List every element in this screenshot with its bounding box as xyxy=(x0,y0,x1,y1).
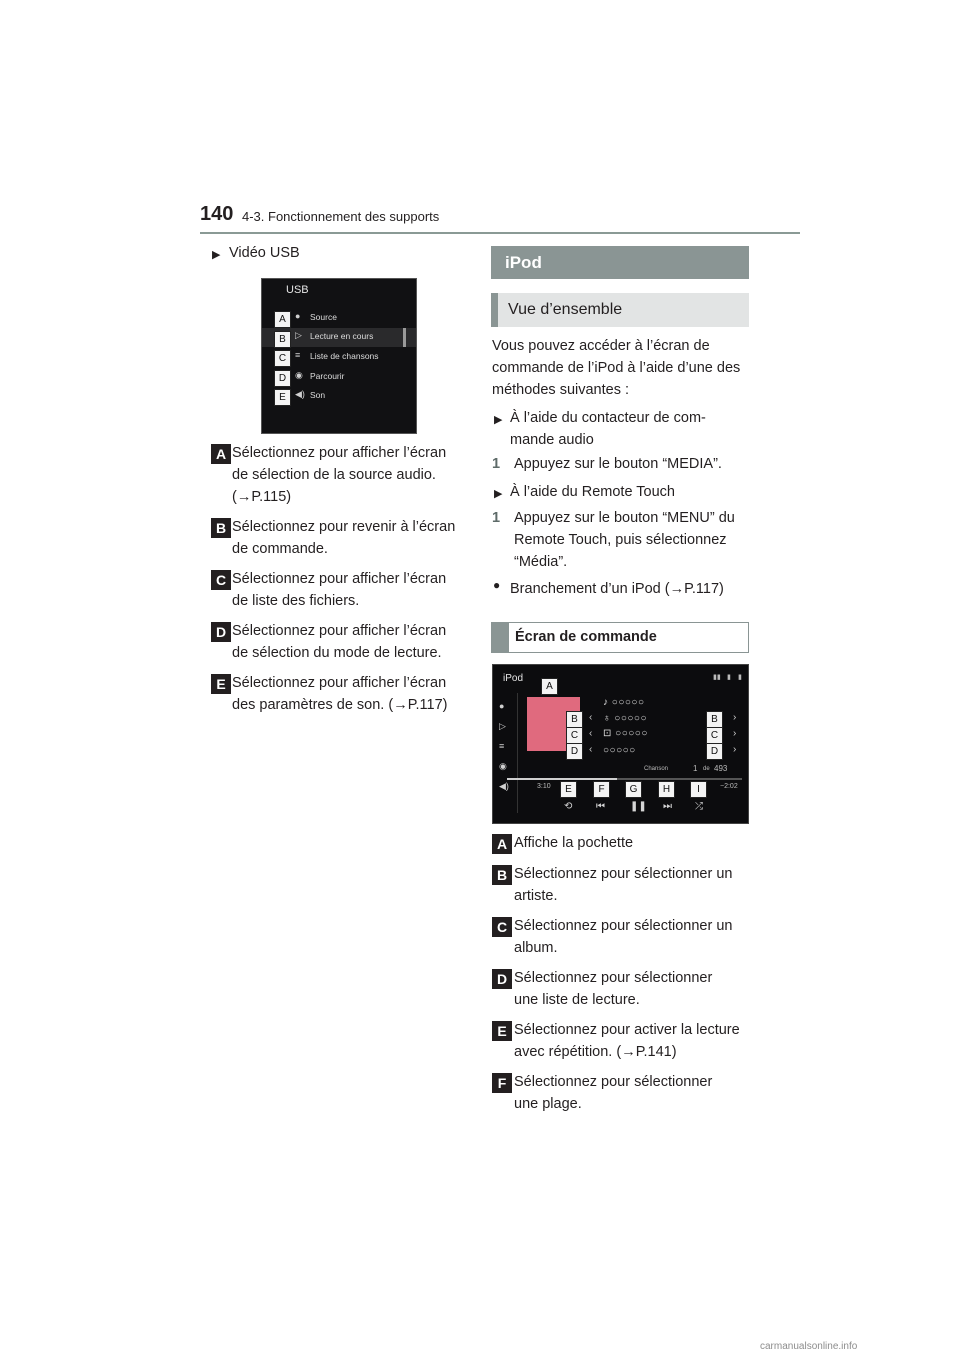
right-item-e: Sélectionnez pour activer la lecture avec répétition. (→P.141) xyxy=(514,1022,740,1060)
letter-badge: D xyxy=(211,622,231,642)
callout-c-right: C xyxy=(706,727,723,744)
callout-d-right: D xyxy=(706,743,723,760)
shuffle-icon: ⤮ xyxy=(695,801,703,812)
playlist-line: ○○○○○ xyxy=(603,745,636,756)
usb-screen-image xyxy=(261,278,417,434)
section-heading-overview: Vue d’ensemble xyxy=(491,293,749,327)
callout-a: A xyxy=(541,678,558,695)
battery-icon: ▮ xyxy=(738,674,742,681)
usb-row-song-list: ≡ Liste de chansons xyxy=(295,350,379,361)
track-position: 1 xyxy=(693,764,698,773)
usb-row-now-playing: ▷ Lecture en cours xyxy=(262,328,416,347)
circle-bullet-icon: ● xyxy=(493,578,501,592)
list-icon: ≡ xyxy=(499,741,505,751)
ipod-screen-title: iPod xyxy=(503,673,524,684)
list-icon: ≡ xyxy=(295,350,301,360)
callout-b: B xyxy=(566,711,583,728)
callout-e: E xyxy=(560,781,577,798)
section-heading-ipod: iPod xyxy=(491,246,749,279)
play-icon: ▷ xyxy=(499,721,506,731)
source-icon: ● xyxy=(295,311,301,321)
left-item-e: Sélectionnez pour afficher l’écran des paramètres de son. (→P.117) xyxy=(232,675,448,713)
letter-badge: C xyxy=(211,570,231,590)
callout-f: F xyxy=(593,781,610,798)
next-track-icon: ⏭ xyxy=(663,801,672,812)
usb-row-sound: ◀) Son xyxy=(295,389,326,400)
letter-badge: C xyxy=(492,917,512,937)
triangle-bullet-icon: ▶ xyxy=(494,414,503,426)
callout-e: E xyxy=(274,389,291,406)
track-title-line: ♪ ○○○○○ xyxy=(603,697,645,708)
track-of: de xyxy=(703,766,710,772)
play-icon: ▷ xyxy=(295,330,302,340)
time-remaining: −2:02 xyxy=(720,783,738,790)
browse-icon: ◉ xyxy=(499,761,507,771)
speaker-icon: ◀) xyxy=(499,781,509,791)
usb-screen-title: USB xyxy=(286,284,309,296)
pause-icon: ❚❚ xyxy=(630,801,647,812)
source-icon: ● xyxy=(499,701,505,711)
ipod-screen-image xyxy=(492,664,749,824)
step-number: 1 xyxy=(492,456,501,472)
letter-badge: E xyxy=(492,1021,512,1041)
lock-icon: ▮ xyxy=(727,674,731,681)
artist-line: ♁ ○○○○○ xyxy=(603,713,647,724)
triangle-bullet-icon: ▶ xyxy=(494,488,503,500)
right-item-a: Affiche la pochette xyxy=(514,835,634,851)
subheading-usb-video: Vidéo USB xyxy=(229,245,300,261)
chevron-right-icon: › xyxy=(733,712,737,723)
left-item-c: Sélectionnez pour afficher l’écran de liste des fichiers. xyxy=(232,571,447,609)
letter-badge: E xyxy=(211,674,231,694)
step-number: 1 xyxy=(492,510,501,526)
section-heading-control-screen: Écran de commande xyxy=(491,622,749,653)
usb-row-browse: ◉ Parcourir xyxy=(295,370,345,381)
intro-paragraph: Vous pouvez accéder à l’écran de commande de l’iPod à l’aide d’une des méthodes suivantes : xyxy=(492,338,741,398)
letter-badge: D xyxy=(492,969,512,989)
callout-d: D xyxy=(274,370,291,387)
right-item-b: Sélectionnez pour sélectionner un artiste. xyxy=(514,866,733,904)
letter-badge: A xyxy=(211,444,231,464)
chevron-left-icon: ‹ xyxy=(589,712,593,723)
album-line: ⊡ ○○○○○ xyxy=(603,728,648,739)
letter-badge: F xyxy=(492,1073,512,1093)
triangle-bullet-icon: ▶ xyxy=(212,249,221,261)
callout-g: G xyxy=(625,781,642,798)
method-audio-switch: À l’aide du contacteur de com- mande audio xyxy=(510,410,706,448)
right-item-d: Sélectionnez pour sélectionner une liste de lecture. xyxy=(514,970,713,1008)
usb-row-source: ● Source xyxy=(295,311,337,322)
previous-track-icon: ⏮ xyxy=(596,801,605,812)
right-item-f: Sélectionnez pour sélectionner une plage. xyxy=(514,1074,713,1112)
letter-badge: A xyxy=(492,834,512,854)
track-total: 493 xyxy=(714,764,728,773)
callout-b: B xyxy=(274,331,291,348)
ipod-sidebar xyxy=(493,691,515,791)
letter-badge: B xyxy=(492,865,512,885)
bullet-connect-ipod: Branchement d’un iPod (→P.117) xyxy=(510,581,724,597)
chevron-left-icon: ‹ xyxy=(589,728,593,739)
right-item-c: Sélectionnez pour sélectionner un album. xyxy=(514,918,733,956)
time-elapsed: 3:10 xyxy=(537,783,551,790)
chevron-left-icon: ‹ xyxy=(589,744,593,755)
page-number: 140 xyxy=(200,203,234,225)
song-label: Chanson xyxy=(644,766,669,772)
callout-b-right: B xyxy=(706,711,723,728)
left-item-b: Sélectionnez pour revenir à l’écran de commande. xyxy=(232,519,456,557)
callout-a: A xyxy=(274,311,291,328)
signal-icon: ▮▮ xyxy=(713,674,721,681)
header-divider xyxy=(200,232,800,234)
footer-watermark: carmanualsonline.info xyxy=(760,1341,858,1352)
chevron-right-icon: › xyxy=(733,744,737,755)
callout-i: I xyxy=(690,781,707,798)
letter-badge: B xyxy=(211,518,231,538)
left-item-d: Sélectionnez pour afficher l’écran de sélection du mode de lecture. xyxy=(232,623,447,661)
chapter-title: 4-3. Fonctionnement des supports xyxy=(242,209,440,224)
callout-c: C xyxy=(274,350,291,367)
callout-c: C xyxy=(566,727,583,744)
step-text: Appuyez sur le bouton “MENU” du Remote Touch, puis sélectionnez “Média”. xyxy=(514,510,735,570)
method-remote-touch: À l’aide du Remote Touch xyxy=(510,484,675,500)
chevron-right-icon: › xyxy=(733,728,737,739)
browse-icon: ◉ xyxy=(295,370,303,380)
callout-h: H xyxy=(658,781,675,798)
progress-fill xyxy=(507,778,617,780)
left-item-a: Sélectionnez pour afficher l’écran de sélection de la source audio. (→P.115) xyxy=(232,445,447,505)
repeat-icon: ⟲ xyxy=(564,801,573,812)
callout-d: D xyxy=(566,743,583,760)
step-text: Appuyez sur le bouton “MEDIA”. xyxy=(514,456,722,472)
speaker-icon: ◀) xyxy=(295,389,305,399)
